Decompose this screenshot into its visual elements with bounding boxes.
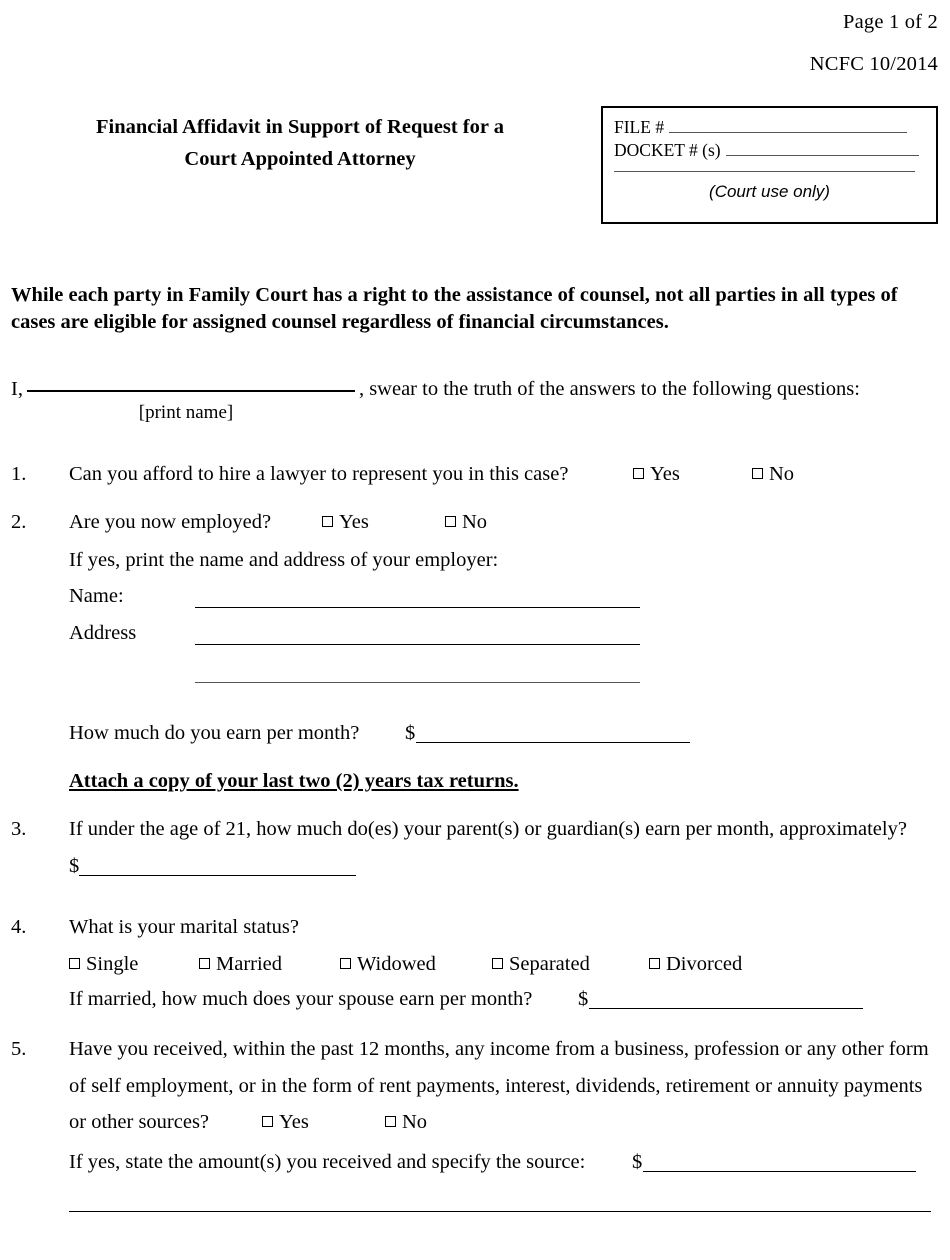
question-2-no-label: No xyxy=(462,511,488,533)
file-number-blank[interactable] xyxy=(669,131,907,133)
question-5-text-line-2: of self employment, or in the form of rent payments, interest, dividends, retirement or annuity payments xyxy=(69,1075,923,1097)
marital-status-label-married: Married xyxy=(216,953,283,975)
question-1-number: 1. xyxy=(11,463,27,485)
spouse-earnings-currency: $ xyxy=(578,988,589,1010)
court-use-box xyxy=(601,106,938,224)
question-5-no-label: No xyxy=(402,1111,428,1133)
spouse-earnings-blank[interactable] xyxy=(589,1007,863,1009)
marital-status-option-widowed[interactable] xyxy=(340,953,436,976)
question-5-amount-blank[interactable] xyxy=(643,1170,916,1172)
question-1-no-option[interactable] xyxy=(752,463,794,486)
question-2-no-option[interactable] xyxy=(445,511,487,534)
marital-status-option-married[interactable] xyxy=(199,953,282,976)
question-3-currency: $ xyxy=(69,855,80,877)
page-title-line-2: Court Appointed Attorney xyxy=(184,148,416,170)
employer-address-label: Address xyxy=(69,622,137,644)
court-box-extra-blank[interactable] xyxy=(614,170,915,172)
question-5-yes-label: Yes xyxy=(279,1111,309,1133)
form-code: NCFC 10/2014 xyxy=(809,53,938,75)
question-5-number: 5. xyxy=(11,1038,27,1060)
question-3-number: 3. xyxy=(11,818,27,840)
employer-address-blank-line-1[interactable] xyxy=(195,643,640,645)
question-1-yes-option[interactable] xyxy=(633,463,680,486)
question-5-if-yes-instruction: If yes, state the amount(s) you received and specify the source: xyxy=(69,1151,586,1173)
checkbox-icon[interactable] xyxy=(340,958,351,969)
question-5-source-blank[interactable] xyxy=(69,1210,931,1212)
question-5-text-line-3: or other sources? xyxy=(69,1111,210,1133)
page-title xyxy=(30,111,570,175)
checkbox-icon[interactable] xyxy=(649,958,660,969)
monthly-earnings-label: How much do you earn per month? xyxy=(69,722,360,744)
question-3-text: If under the age of 21, how much do(es) your parent(s) or guardian(s) earn per month, approximately? xyxy=(69,818,907,840)
question-2-yes-label: Yes xyxy=(339,511,369,533)
checkbox-icon[interactable] xyxy=(385,1116,396,1127)
question-2-yes-option[interactable] xyxy=(322,511,369,534)
marital-status-option-single[interactable] xyxy=(69,953,138,976)
question-4-text: What is your marital status? xyxy=(69,916,299,938)
marital-status-label-widowed: Widowed xyxy=(357,953,436,975)
tax-returns-attach-note: Attach a copy of your last two (2) years tax returns. xyxy=(69,770,519,792)
question-2-number: 2. xyxy=(11,511,27,533)
employer-address-blank-line-2[interactable] xyxy=(195,681,640,683)
checkbox-icon[interactable] xyxy=(69,958,80,969)
swear-prefix: I, xyxy=(11,378,23,400)
question-4-number: 4. xyxy=(11,916,27,938)
question-5-yes-option[interactable] xyxy=(262,1111,309,1134)
checkbox-icon[interactable] xyxy=(633,468,644,479)
checkbox-icon[interactable] xyxy=(752,468,763,479)
checkbox-icon[interactable] xyxy=(492,958,503,969)
marital-status-label-single: Single xyxy=(86,953,139,975)
question-5-currency: $ xyxy=(632,1151,643,1173)
marital-status-option-divorced[interactable] xyxy=(649,953,742,976)
page-title-line-1: Financial Affidavit in Support of Request for a xyxy=(96,116,504,138)
question-1-no-label: No xyxy=(769,463,795,485)
marital-status-label-separated: Separated xyxy=(509,953,590,975)
print-name-hint: [print name] xyxy=(138,402,234,423)
monthly-earnings-currency: $ xyxy=(405,722,416,744)
checkbox-icon[interactable] xyxy=(199,958,210,969)
court-use-note: (Court use only) xyxy=(709,182,830,201)
file-number-row xyxy=(614,117,907,138)
question-1-yes-label: Yes xyxy=(650,463,680,485)
parent-earnings-blank[interactable] xyxy=(79,874,356,876)
monthly-earnings-blank[interactable] xyxy=(416,741,690,743)
affiant-name-blank[interactable] xyxy=(27,389,355,392)
spouse-earnings-label: If married, how much does your spouse earn per month? xyxy=(69,988,533,1010)
affiant-swear-line xyxy=(11,378,931,401)
marital-status-option-separated[interactable] xyxy=(492,953,590,976)
question-1-text: Can you afford to hire a lawyer to represent you in this case? xyxy=(69,463,569,485)
checkbox-icon[interactable] xyxy=(322,516,333,527)
docket-number-blank[interactable] xyxy=(726,154,919,156)
docket-number-row xyxy=(614,140,919,161)
marital-status-label-divorced: Divorced xyxy=(666,953,743,975)
checkbox-icon[interactable] xyxy=(445,516,456,527)
file-number-label: FILE # xyxy=(614,117,665,137)
docket-number-label: DOCKET # (s) xyxy=(614,140,721,160)
question-2-if-yes-instruction: If yes, print the name and address of your employer: xyxy=(69,549,499,571)
checkbox-icon[interactable] xyxy=(262,1116,273,1127)
employer-name-blank[interactable] xyxy=(195,606,640,608)
question-5-no-option[interactable] xyxy=(385,1111,427,1134)
swear-suffix: , swear to the truth of the answers to the following questions: xyxy=(358,378,860,400)
question-5-text-line-1: Have you received, within the past 12 months, any income from a business, profession or any other form xyxy=(69,1038,929,1060)
eligibility-notice: While each party in Family Court has a right to the assistance of counsel, not all parties in all types of cases are eligible for assigned counsel regardless of financial circumstances. xyxy=(11,284,898,333)
page-number: Page 1 of 2 xyxy=(842,11,938,33)
employer-name-label: Name: xyxy=(69,585,124,607)
question-2-text: Are you now employed? xyxy=(69,511,272,533)
